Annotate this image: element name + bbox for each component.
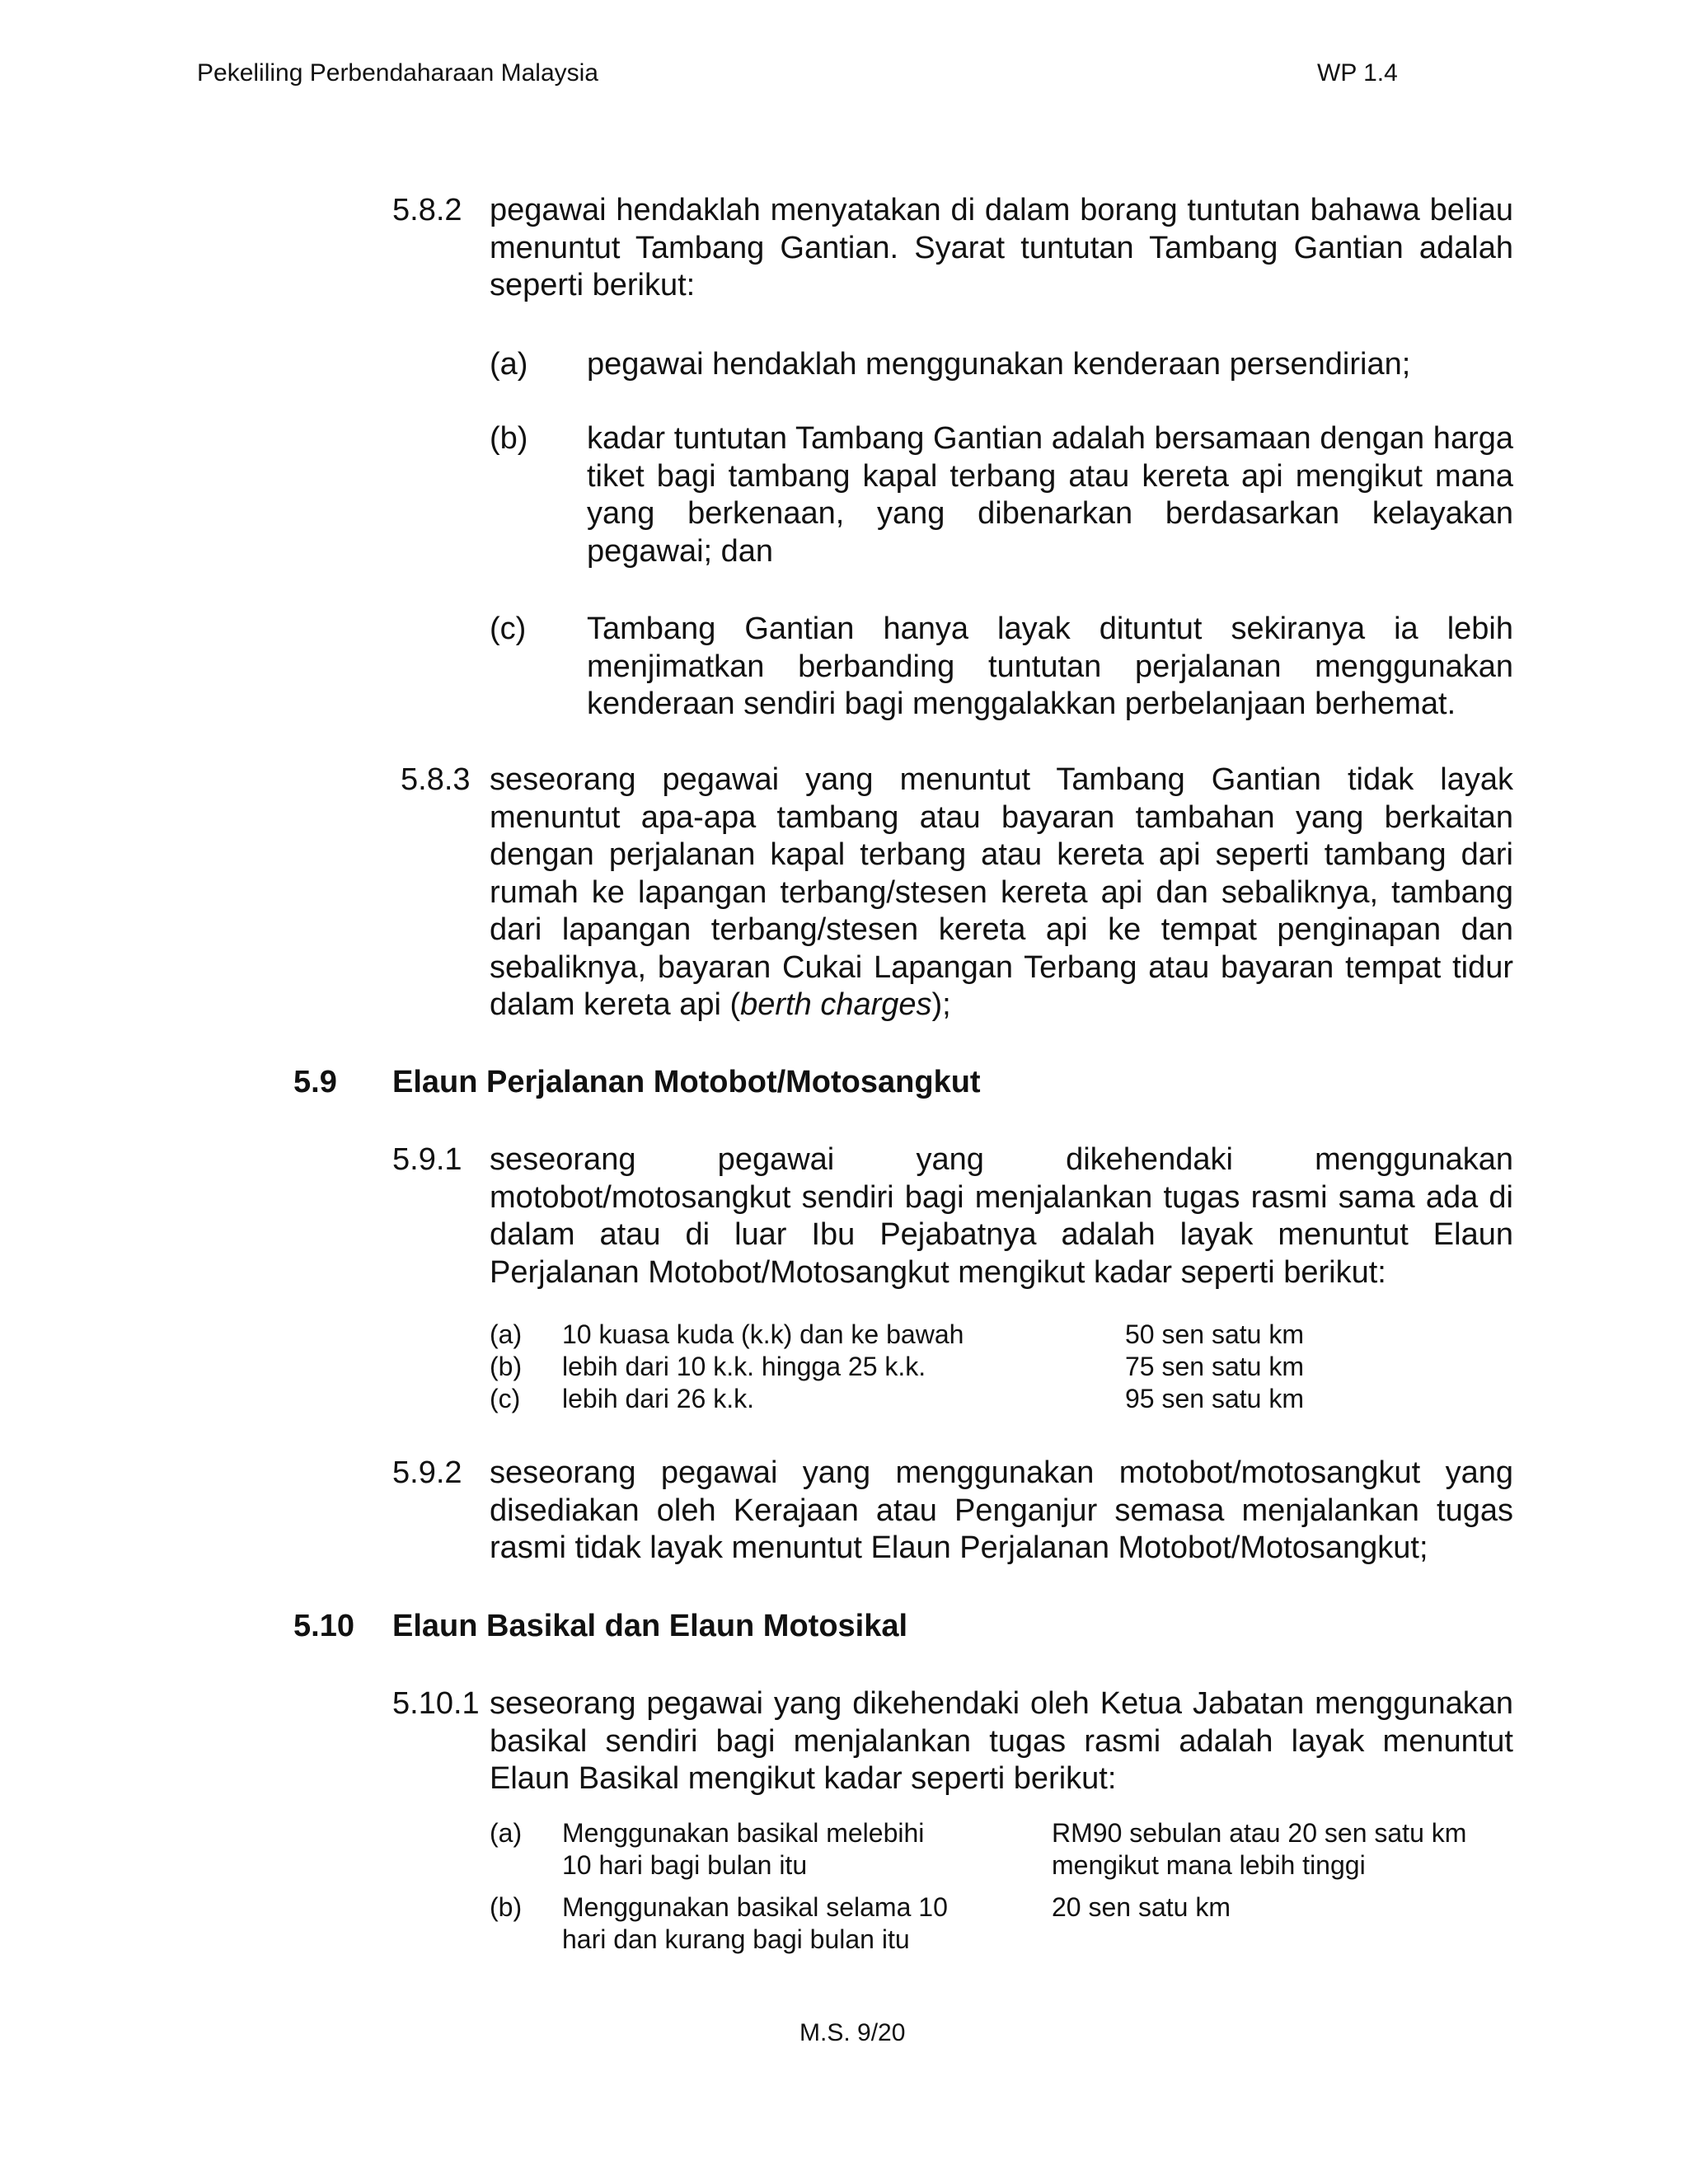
rate-description: lebih dari 26 k.k. bbox=[562, 1384, 755, 1413]
page-number: M.S. 9/20 bbox=[799, 2019, 906, 2046]
clause-text: seseorang pegawai yang dikehendaki oleh Ketua Jabatan menggunakan basikal sendiri bagi menjalankan tugas rasmi adalah layak menuntut Elaun Basikal mengikut kadar seperti berikut: bbox=[490, 1686, 1513, 1796]
header-title: Pekeliling Perbendaharaan Malaysia bbox=[197, 59, 598, 87]
clause-number: 5.10.1 bbox=[392, 1686, 480, 1721]
rate-label: (b) bbox=[490, 1352, 523, 1381]
clause-text: seseorang pegawai yang menuntut Tambang Gantian tidak layak menuntut apa-apa tambang atau bayaran tambahan yang berkaitan dengan perjalanan kapal terbang atau kereta api seperti tambang dari rumah ke lapangan terbang/stesen kereta api dan sebaliknya, tambang dari lapangan terbang/stesen kereta api ke tempat penginapan dan sebaliknya, bayaran Cukai Lapangan Terbang atau bayaran tempat tidur dalam kereta api (berth charges); bbox=[490, 762, 1513, 1022]
rate-label: (b) bbox=[490, 1892, 523, 1922]
item-text: kadar tuntutan Tambang Gantian adalah bersamaan dengan harga tiket bagi tambang kapal terbang atau kereta api mengikut mana yang berkenaan, yang dibenarkan berdasarkan kelayakan pegawai; dan bbox=[587, 421, 1513, 569]
item-text: pegawai hendaklah menggunakan kenderaan persendirian; bbox=[587, 347, 1411, 382]
rate-value: 75 sen satu km bbox=[1125, 1352, 1304, 1381]
section-number: 5.10 bbox=[293, 1609, 354, 1643]
rate-label: (a) bbox=[490, 1319, 523, 1349]
section-title: Elaun Perjalanan Motobot/Motosangkut bbox=[392, 1065, 981, 1099]
rate-description: hari dan kurang bagi bulan itu bbox=[562, 1924, 910, 1954]
rate-description: Menggunakan basikal melebihi bbox=[562, 1818, 925, 1848]
rate-label: (a) bbox=[490, 1818, 523, 1848]
rate-value: 50 sen satu km bbox=[1125, 1319, 1304, 1349]
section-number: 5.9 bbox=[293, 1065, 337, 1099]
rate-value: RM90 sebulan atau 20 sen satu km bbox=[1052, 1818, 1467, 1848]
clause-number: 5.8.2 bbox=[392, 193, 462, 227]
item-text: Tambang Gantian hanya layak dituntut sekiranya ia lebih menjimatkan berbanding tuntutan perjalanan menggunakan kenderaan sendiri bagi menggalakkan perbelanjaan berhemat. bbox=[587, 612, 1513, 721]
clause-text: seseorang pegawai yang dikehendaki menggunakan motobot/motosangkut sendiri bagi menjalankan tugas rasmi sama ada di dalam atau di luar Ibu Pejabatnya adalah layak menuntut Elaun Perjalanan Motobot/Motosangkut mengikut kadar seperti berikut: bbox=[490, 1142, 1513, 1290]
rate-description: Menggunakan basikal selama 10 bbox=[562, 1892, 948, 1922]
clause-number: 5.9.1 bbox=[392, 1142, 462, 1177]
item-label: (c) bbox=[490, 612, 527, 646]
rate-description: lebih dari 10 k.k. hingga 25 k.k. bbox=[562, 1352, 926, 1381]
clause-text: seseorang pegawai yang menggunakan motobot/motosangkut yang disediakan oleh Kerajaan atau Penganjur semasa menjalankan tugas rasmi tidak layak menuntut Elaun Perjalanan Motobot/Motosangkut; bbox=[490, 1455, 1513, 1565]
clause-text: pegawai hendaklah menyatakan di dalam borang tuntutan bahawa beliau menuntut Tambang Gantian. Syarat tuntutan Tambang Gantian adalah seperti berikut: bbox=[490, 193, 1513, 302]
rate-value: mengikut mana lebih tinggi bbox=[1052, 1850, 1366, 1880]
clause-number: 5.8.3 bbox=[401, 762, 471, 797]
item-label: (a) bbox=[490, 347, 528, 382]
rate-value: 20 sen satu km bbox=[1052, 1892, 1231, 1922]
rate-description: 10 kuasa kuda (k.k) dan ke bawah bbox=[562, 1319, 964, 1349]
item-label: (b) bbox=[490, 421, 528, 456]
header-doc-code: WP 1.4 bbox=[1317, 59, 1398, 87]
rate-value: 95 sen satu km bbox=[1125, 1384, 1304, 1413]
clause-number: 5.9.2 bbox=[392, 1455, 462, 1490]
section-title: Elaun Basikal dan Elaun Motosikal bbox=[392, 1609, 908, 1643]
rate-label: (c) bbox=[490, 1384, 521, 1413]
rate-description: 10 hari bagi bulan itu bbox=[562, 1850, 808, 1880]
